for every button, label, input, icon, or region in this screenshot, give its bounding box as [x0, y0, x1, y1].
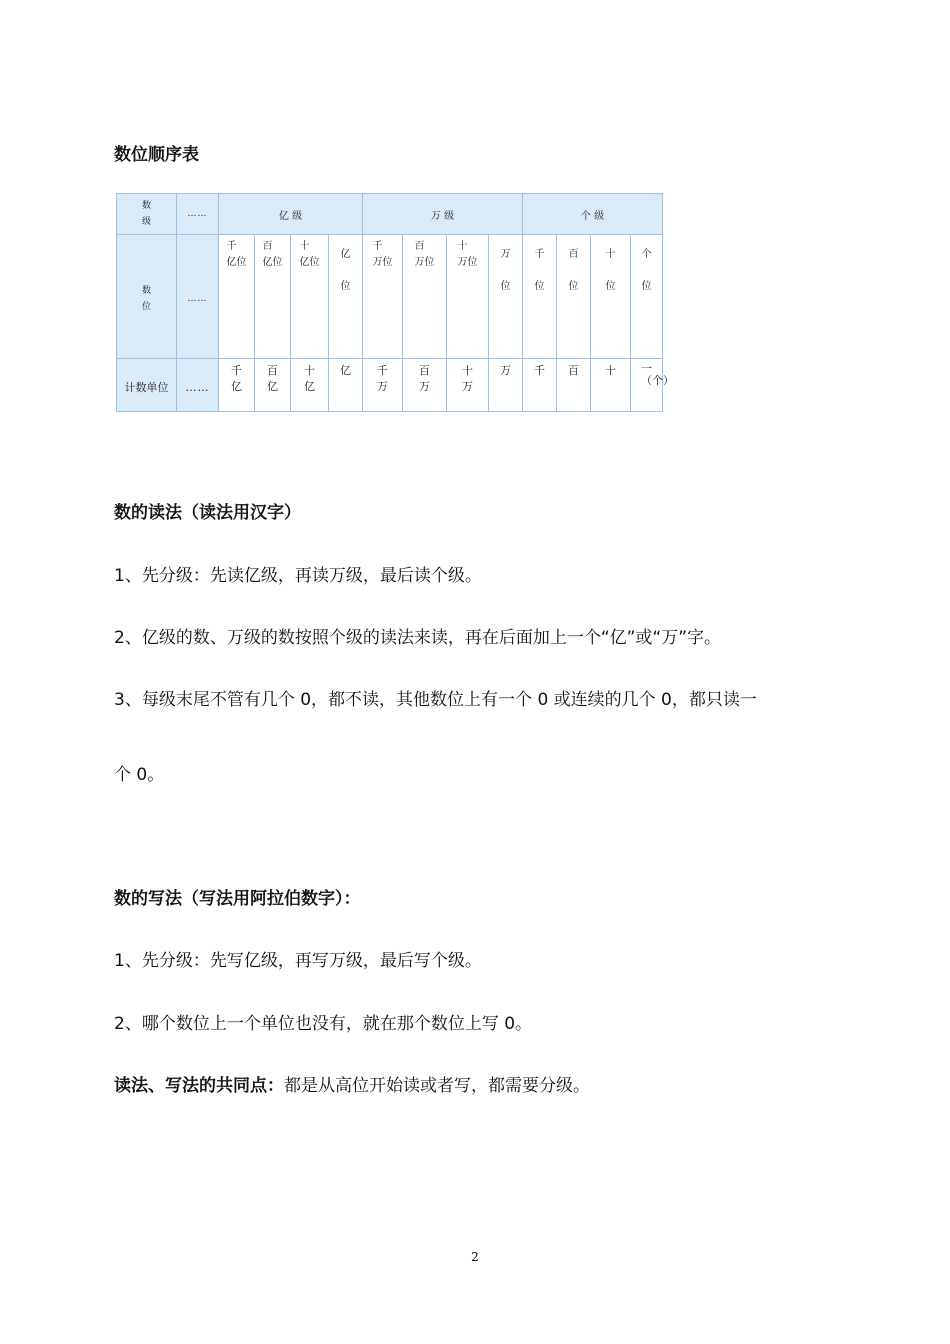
- place-cell: 十位: [591, 235, 631, 359]
- reading-rule-3-cont: 个 0。: [114, 765, 165, 785]
- reading-rule-1: 1、先分级：先读亿级，再读万级，最后读个级。: [114, 566, 482, 586]
- table-row-units: [117, 359, 663, 412]
- reading-rule-3: 3、每级末尾不管有几个 0，都不读，其他数位上有一个 0 或连续的几个 0，都只读一: [114, 690, 757, 710]
- row-label-level: 数级: [117, 194, 177, 235]
- unit-cell: 十万: [447, 359, 489, 412]
- row-label-unit: 计数单位: [117, 359, 177, 412]
- table-row-places: [117, 235, 663, 359]
- unit-cell: 百亿: [255, 359, 291, 412]
- reading-rule-2: 2、亿级的数、万级的数按照个级的读法来读，再在后面加上一个“亿”或“万”字。: [114, 628, 722, 648]
- writing-rule-1: 1、先分级：先写亿级，再写万级，最后写个级。: [114, 951, 482, 971]
- unit-cell: 百: [557, 359, 591, 412]
- place-cell: 百万位: [403, 235, 447, 359]
- unit-cell: 万: [489, 359, 523, 412]
- writing-rule-2: 2、哪个数位上一个单位也没有，就在那个数位上写 0。: [114, 1014, 533, 1034]
- unit-cell: 亿: [329, 359, 363, 412]
- unit-cell: 十: [591, 359, 631, 412]
- place-cell: 十亿位: [291, 235, 329, 359]
- common-point: [114, 1071, 590, 1096]
- section-title-place-value: 数位顺序表: [114, 145, 199, 165]
- section-title-writing: 数的写法（写法用阿拉伯数字）：: [114, 889, 361, 909]
- place-cell: 百亿位: [255, 235, 291, 359]
- page-number: 2: [471, 1250, 479, 1264]
- place-cell: 千万位: [363, 235, 403, 359]
- place-cell: 十万位: [447, 235, 489, 359]
- common-point-label: 读法、写法的共同点：: [114, 1076, 284, 1096]
- row-label-place: 数位: [117, 235, 177, 359]
- level-ge: 个 级: [523, 194, 663, 235]
- table-row-levels: [117, 194, 663, 235]
- place-cell: 亿位: [329, 235, 363, 359]
- level-yi: 亿 级: [219, 194, 363, 235]
- place-cell: 个位: [631, 235, 663, 359]
- section-title-reading: 数的读法（读法用汉字）: [114, 503, 301, 523]
- unit-cell: 百万: [403, 359, 447, 412]
- level-wan: 万 级: [363, 194, 523, 235]
- place-cell: 千位: [523, 235, 557, 359]
- row-dots: ……: [177, 359, 219, 412]
- place-cell: 万位: [489, 235, 523, 359]
- unit-cell: 千亿: [219, 359, 255, 412]
- unit-cell: 千万: [363, 359, 403, 412]
- unit-cell: 千: [523, 359, 557, 412]
- row-dots: ……: [177, 194, 219, 235]
- place-value-table: [116, 193, 674, 412]
- place-cell: 百位: [557, 235, 591, 359]
- row-dots: ……: [177, 235, 219, 359]
- unit-cell: 一（个）: [631, 359, 663, 412]
- unit-cell: 十亿: [291, 359, 329, 412]
- common-point-text: 都是从高位开始读或者写，都需要分级。: [284, 1076, 590, 1096]
- place-cell: 千亿位: [219, 235, 255, 359]
